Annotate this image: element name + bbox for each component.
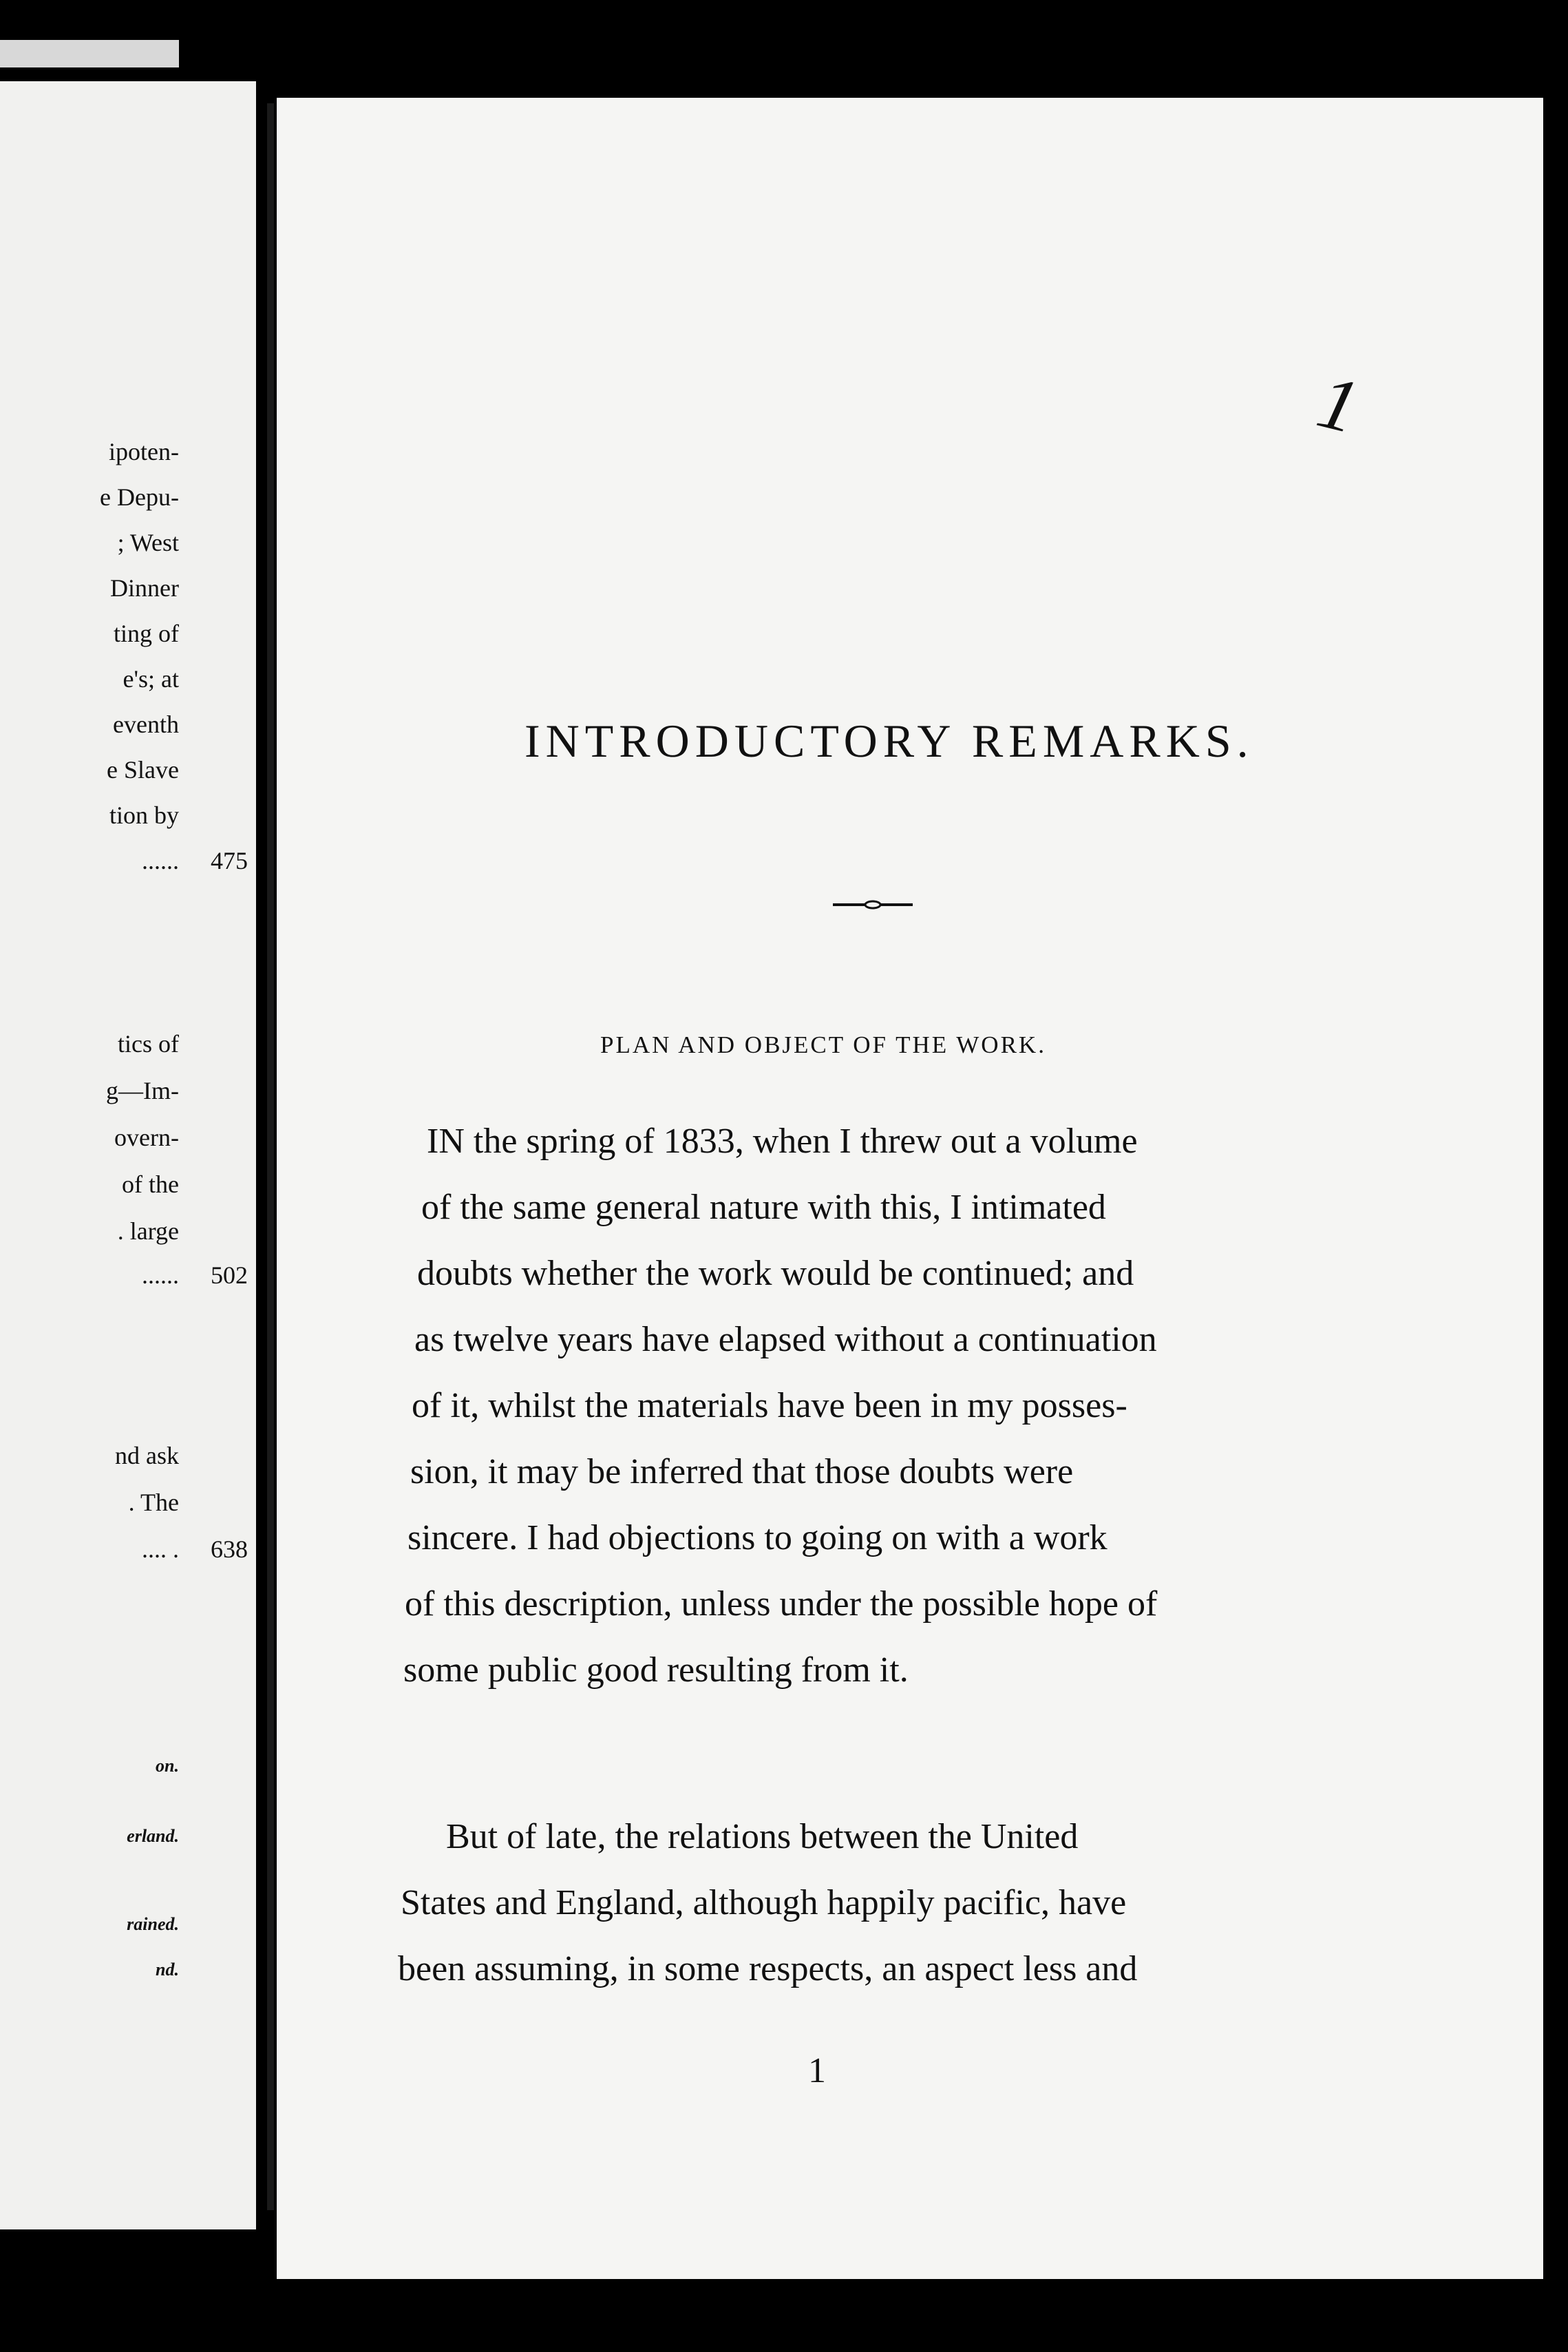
left-page-leader-dots: .... . — [142, 1535, 179, 1563]
scanner-edge-strip — [0, 40, 179, 67]
right-page — [277, 98, 1543, 2279]
body-text-line: been assuming, in some respects, an aspect less and — [398, 1949, 1138, 1988]
body-text-line: sincere. I had objections to going on with a work — [407, 1518, 1108, 1557]
left-page-line: nd. — [156, 1960, 179, 1980]
left-page-line: e's; at — [123, 665, 179, 693]
left-page-line: rained. — [127, 1914, 179, 1934]
left-page-number: 638 — [211, 1535, 248, 1563]
body-text-line: of the same general nature with this, I intimated — [421, 1188, 1106, 1227]
body-text-line: sion, it may be inferred that those doubts were — [410, 1452, 1074, 1491]
left-page-line: on. — [156, 1756, 179, 1776]
book-gutter — [267, 103, 274, 2210]
left-page-line: of the — [122, 1170, 179, 1198]
body-text-line: as twelve years have elapsed without a continuation — [414, 1320, 1157, 1359]
left-page-line: e Slave — [107, 756, 179, 784]
section-heading: PLAN AND OBJECT OF THE WORK. — [600, 1031, 1046, 1058]
chapter-title: INTRODUCTORY REMARKS. — [525, 715, 1254, 767]
left-page-number: 502 — [211, 1261, 248, 1289]
left-page-line: Dinner — [110, 574, 179, 602]
left-page-line: tion by — [109, 801, 179, 829]
left-page-number: 475 — [211, 847, 248, 874]
left-page-line: eventh — [113, 711, 179, 738]
left-page-line: ; West — [117, 529, 179, 556]
left-page-line: ipoten- — [109, 438, 179, 465]
left-page-line: e Depu- — [100, 483, 179, 511]
ornament-rule-icon — [833, 898, 913, 912]
page-number: 1 — [808, 2051, 826, 2090]
left-page-leader-dots: ...... — [142, 847, 179, 874]
left-page-line: overn- — [114, 1124, 179, 1151]
body-text-line: States and England, although happily pacific, have — [401, 1883, 1127, 1922]
left-page-line: nd ask — [115, 1442, 179, 1469]
left-page-line: g—Im- — [106, 1077, 179, 1104]
left-page-line: . large — [117, 1217, 179, 1245]
body-text-line: of it, whilst the materials have been in my posses- — [412, 1386, 1127, 1425]
left-page-leader-dots: ...... — [142, 1261, 179, 1289]
left-page — [0, 81, 256, 2229]
body-text-line: some public good resulting from it. — [403, 1650, 909, 1690]
left-page-line: ting of — [114, 620, 179, 647]
body-text-line: IN the spring of 1833, when I threw out a volume — [427, 1122, 1138, 1161]
left-page-line: tics of — [118, 1030, 179, 1058]
body-text-line: doubts whether the work would be continued; and — [417, 1254, 1134, 1293]
body-text-line: But of late, the relations between the United — [446, 1817, 1079, 1856]
left-page-line: . The — [128, 1489, 179, 1516]
body-text-line: of this description, unless under the possible hope of — [405, 1584, 1158, 1624]
left-page-line: erland. — [127, 1826, 179, 1846]
handwritten-folio-number: 1 — [1310, 359, 1367, 450]
